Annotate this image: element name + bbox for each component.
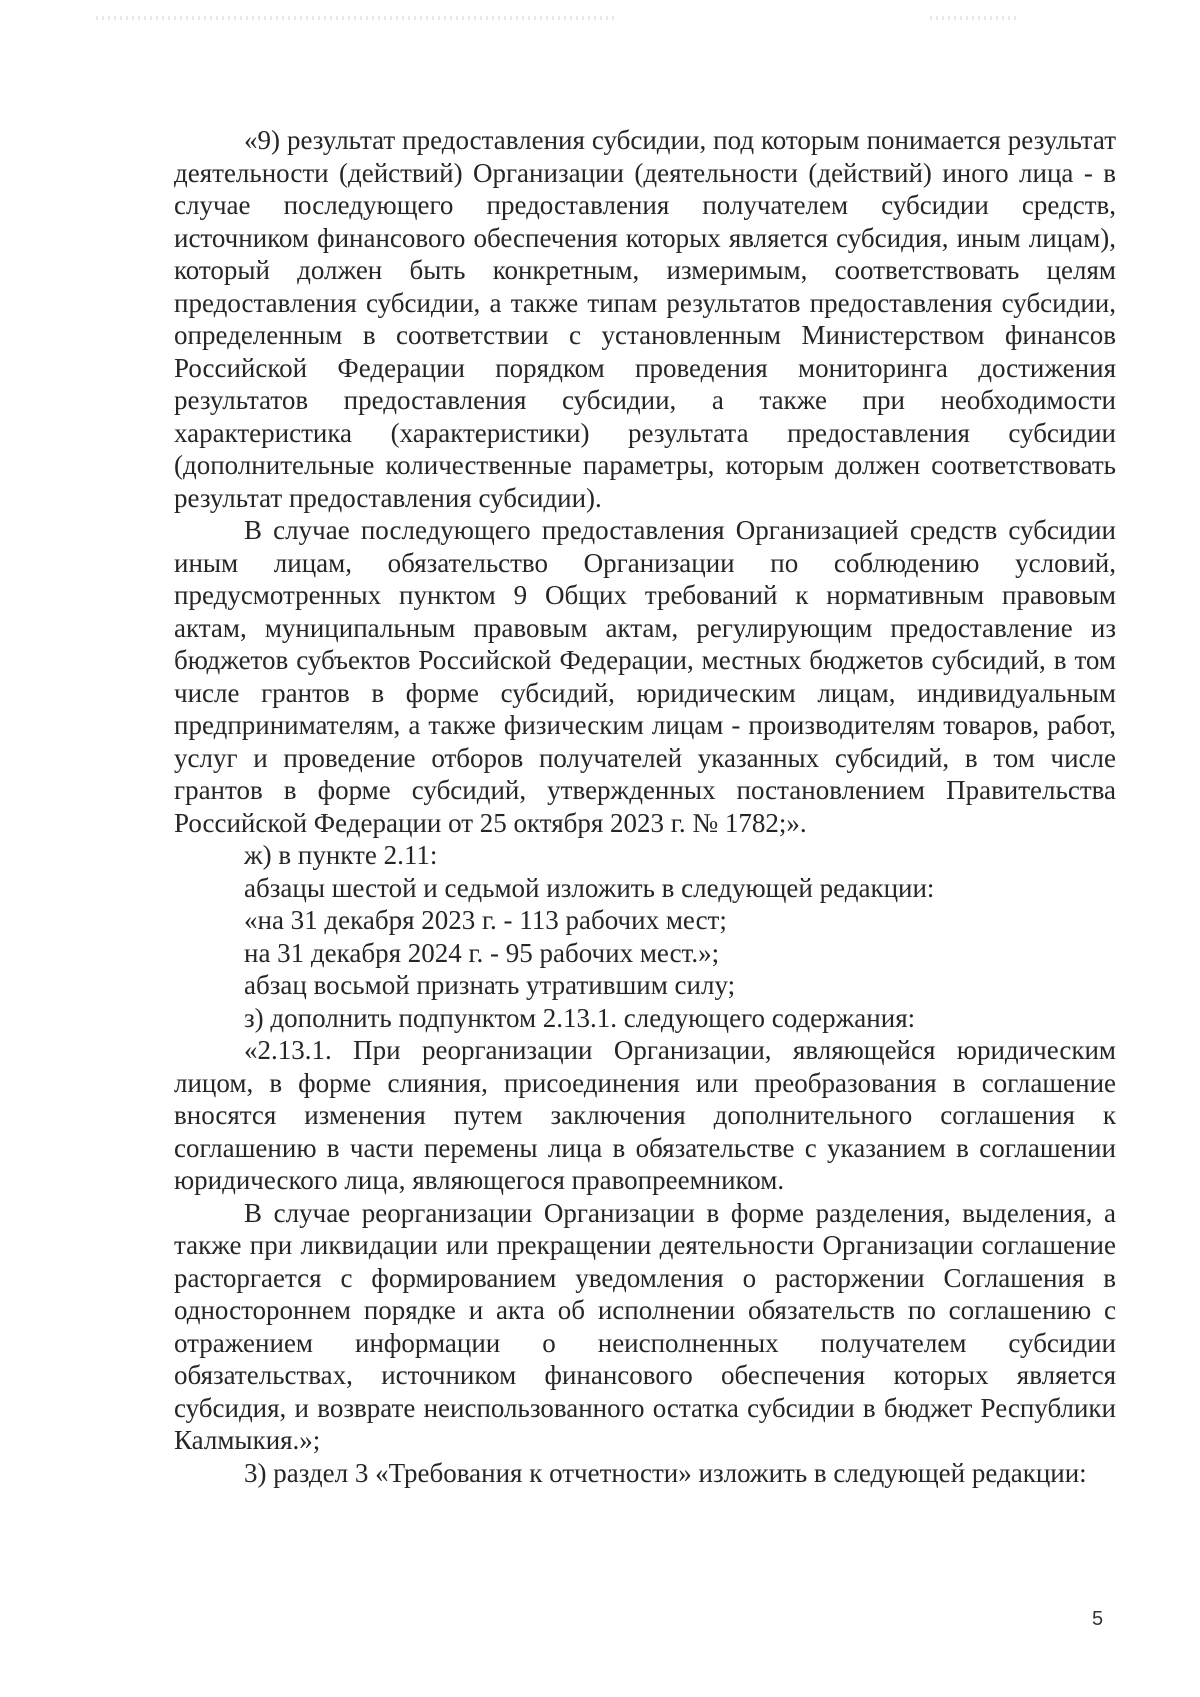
page-number: 5 xyxy=(1092,1608,1104,1630)
paragraph-2024-jobs: на 31 декабря 2024 г. - 95 рабочих мест.»; xyxy=(244,937,720,968)
paragraph-abzacy: абзацы шестой и седьмой изложить в следующей редакции: xyxy=(244,872,935,903)
document-body xyxy=(174,124,1116,1489)
paragraph-termination: В случае реорганизации Организации в форме разделения, выделения, а также при ликвидации или прекращении деятельности Организации соглашение расторгается с формированием уведомления о расторжении Соглашения в одностороннем порядке и акта об исполнении обязательств по соглашению с отражением информации о неисполненных получателем субсидии обязательствах, источником финансового обеспечения которых является субсидия, и возврате неиспользованного остатка субсидии в бюджет Республики Калмыкия.»; xyxy=(174,1197,1116,1455)
paragraph-result-definition: «9) результат предоставления субсидии, под которым понимается результат деятельности (действий) Организации (деятельности (действий) иного лица - в случае последующего предоставления получателем субсидии средств, источником финансового обеспечения которых является субсидия, иным лицам), который должен быть конкретным, измеримым, соответствовать целям предоставления субсидии, а также типам результатов предоставления субсидии, определенным в соответствии с установленным Министерством финансов Российской Федерации порядком проведения мониторинга достижения результатов предоставления субсидии, а также при необходимости характеристика (характеристики) результата предоставления субсидии (дополнительные количественные параметры, которым должен соответствовать результат предоставления субсидии). xyxy=(174,125,1116,513)
paragraph-section-3: 3) раздел 3 «Требования к отчетности» изложить в следующей редакции: xyxy=(244,1457,1087,1488)
paragraph-reorganization: «2.13.1. При реорганизации Организации, являющейся юридическим лицом, в форме слияния, присоединения или преобразования в соглашение вносятся изменения путем заключения дополнительного соглашения к соглашению в части перемены лица в обязательстве с указанием в соглашении юридического лица, являющегося правопреемником. xyxy=(174,1035,1116,1195)
paragraph-other-persons: В случае последующего предоставления Организацией средств субсидии иным лицам, обязательство Организации по соблюдению условий, предусмотренных пунктом 9 Общих требований к нормативным правовым актам, муниципальным правовым актам, регулирующим предоставление из бюджетов субъектов Российской Федерации, местных бюджетов субсидий, в том числе грантов в форме субсидий, юридическим лицам, индивидуальным предпринимателям, а также физическим лицам - производителям товаров, работ, услуг и проведение отборов получателей указанных субсидий, в том числе грантов в форме субсидий, утвержденных постановлением Правительства Российской Федерации от 25 октября 2023 г. № 1782;». xyxy=(174,515,1116,838)
paragraph-2023-jobs: «на 31 декабря 2023 г. - 113 рабочих мест; xyxy=(244,905,727,935)
scan-artifact-top xyxy=(96,16,616,20)
paragraph-item-zh: ж) в пункте 2.11: xyxy=(244,840,438,870)
paragraph-item-z: з) дополнить подпунктом 2.13.1. следующего содержания: xyxy=(244,1002,916,1033)
paragraph-abzac-eighth: абзац восьмой признать утратившим силу; xyxy=(244,970,736,1000)
scan-artifact-top-right xyxy=(930,16,1020,20)
